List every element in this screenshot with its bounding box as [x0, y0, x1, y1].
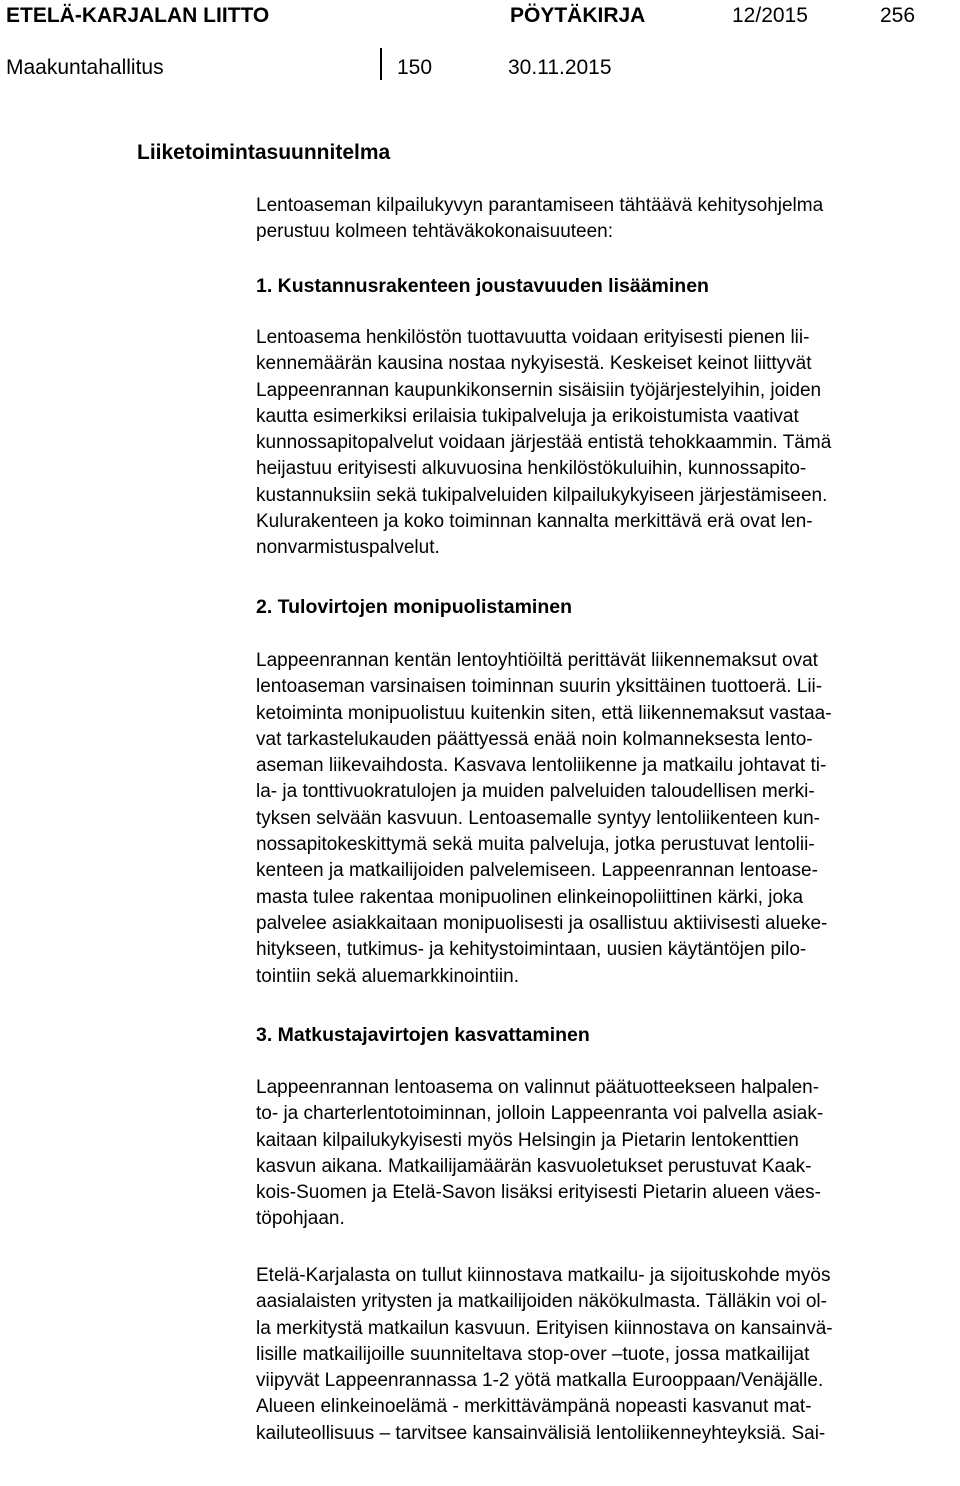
section-3-paragraph-2: Etelä-Karjalasta on tullut kiinnostava matkailu- ja sijoituskohde myös aasialaisten yritysten ja matkailijoiden näkökulmasta. Tälläkin voi ol- la merkitystä matkailun kasvuun. Erityisen kiinnostava on kansainvä- lisille matkailijoille suunniteltava stop-over –tuote, jossa matkailijat viipyvät Lappeenrannassa 1-2 yötä matkalla Eurooppaan/Venäjälle. Alueen elinkeinoelämä - merkittävämpänä nopeasti kasvanut mat- kailuteollisuus – tarvitsee kansainvälisiä lentoliikenneyhteyksiä. Sai- [256, 1265, 833, 1444]
governing-body: Maakuntahallitus [6, 56, 164, 79]
section-3-heading: 3. Matkustajavirtojen kasvattaminen [256, 1024, 590, 1046]
meeting-date: 30.11.2015 [508, 56, 612, 79]
intro-paragraph: Lentoaseman kilpailukyvyn parantamiseen tähtäävä kehitysohjelma perustuu kolmeen tehtäväkokonaisuuteen: [256, 195, 824, 243]
organization-name: ETELÄ-KARJALAN LIITTO [6, 4, 270, 27]
document-type: PÖYTÄKIRJA [510, 4, 646, 27]
document-title: Liiketoimintasuunnitelma [137, 141, 391, 164]
section-1-paragraph: Lentoasema henkilöstön tuottavuutta voidaan erityisesti pienen lii- kennemäärän kausina nostaa nykyisestä. Keskeiset keinot liittyvät Lappeenrannan kaupunkikonsernin sisäisiin työjärjestelyihin, joiden kautta esimerkiksi erilaisia tukipalveluja ja erikoistumista vaativat kunnossapitopalvelut voidaan järjestää entistä tehokkaammin. Tämä heijastuu erityisesti alkuvuosina henkilöstökuluihin, kunnossapito- kustannuksiin sekä tukipalveluiden kilpailukykyiseen järjestämiseen. Kulurakenteen ja koko toiminnan kannalta merkittävä erä ovat len- nonvarmistuspalvelut. [256, 327, 832, 559]
header-divider [380, 48, 382, 80]
section-2-paragraph: Lappeenrannan kentän lentoyhtiöiltä perittävät liikennemaksut ovat lentoaseman varsinaisen toiminnan suurin yksittäinen tuottoerä. Lii- ketoiminta monipuolistuu kuitenkin siten, että liikennemaksut vastaa- vat tarkastelukauden päättyessä enää noin kolmanneksesta lento- aseman liikevaihdosta. Kasvava lentoliikenne ja matkailu johtavat ti- la- ja tonttivuokratulojen ja muiden palveluiden taloudellisen merki- tyksen selvään kasvuun. Lentoasemalle syntyy lentoliikenteen kun- nossapitokeskittymä sekä muita palveluja, jotka perustuvat lentolii- kenteen ja matkailijoiden palvelemiseen. Lappeenrannan lentoase- masta tulee rakentaa monipuolinen elinkeinopoliittinen kärki, joka palvelee asiakkaitaan monipuolisesti ja osallistuu aktiivisesti alueke- hitykseen, tutkimus- ja kehitystoimintaan, uusien käytäntöjen pilo- tointiin sekä aluemarkkinointiin. [256, 650, 832, 987]
document-number: 12/2015 [732, 4, 808, 27]
section-3-paragraph-1: Lappeenrannan lentoasema on valinnut päätuotteekseen halpalen- to- ja charterlentotoiminnan, jolloin Lappeenranta voi palvella asiak- kaitaan kilpailukykyisesti myös Helsingin ja Pietarin lentokenttien kasvun aikana. Matkailijamäärän kasvuoletukset perustuvat Kaak- kois-Suomen ja Etelä-Savon lisäksi erityisesti Pietarin alueen väes- töpohjaan. [256, 1077, 824, 1230]
section-number: 150 [397, 56, 433, 79]
page-number: 256 [880, 4, 916, 27]
section-2-heading: 2. Tulovirtojen monipuolistaminen [256, 596, 572, 618]
section-1-heading: 1. Kustannusrakenteen joustavuuden lisääminen [256, 275, 709, 297]
